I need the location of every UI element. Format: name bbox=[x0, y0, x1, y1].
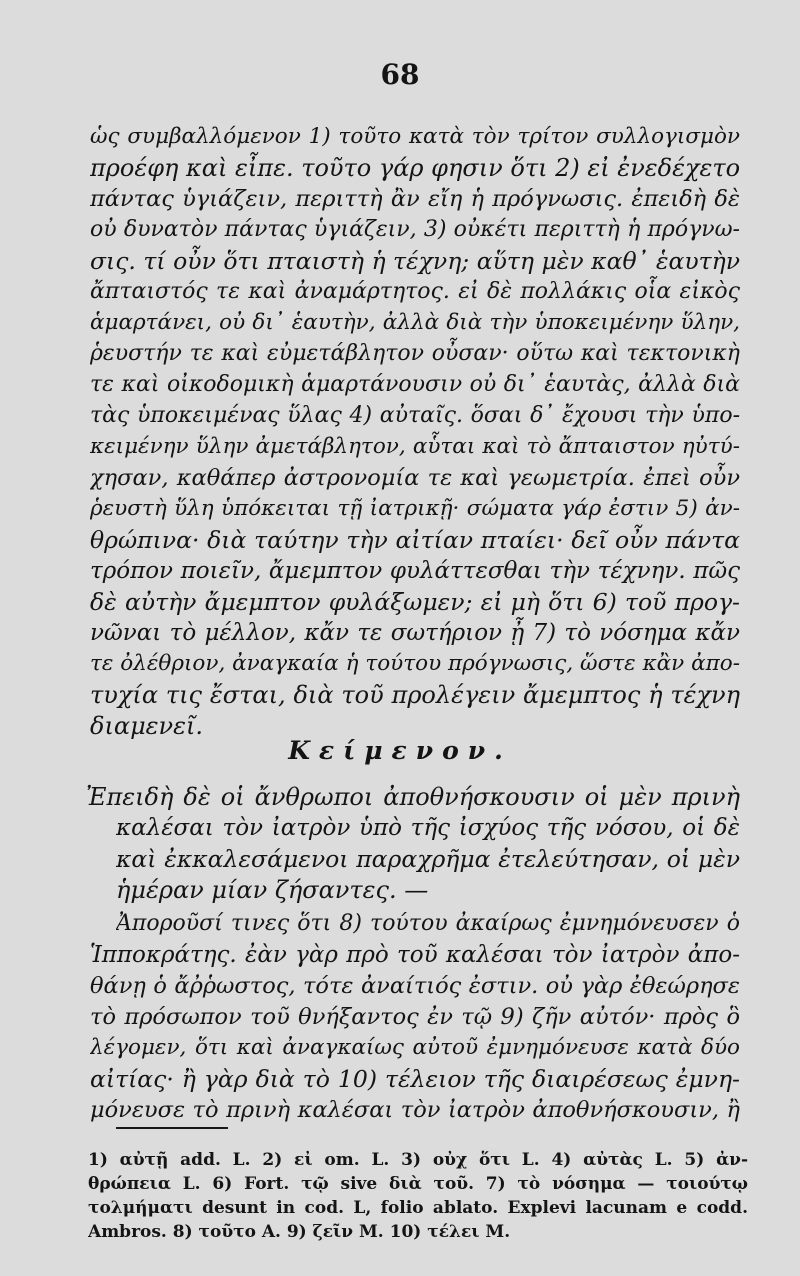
footnote-line: 1) αὐτῇ add. L. 2) εἰ om. L. 3) οὐχ ὅτι L. 4) αὐτὰς L. 5) ἀν- bbox=[88, 1150, 748, 1170]
text-line: καλέσαι τὸν ἰατρὸν ὑπὸ τῆς ἰσχύος τῆς νόσου, οἱ δὲ bbox=[116, 815, 740, 841]
text-line: διαμενεῖ. bbox=[90, 712, 204, 740]
text-line: λέγομεν, ὅτι καὶ ἀναγκαίως αὐτοῦ ἐμνημόνευσε κατὰ δύο bbox=[90, 1035, 740, 1060]
text-line: τυχία τις ἔσται, διὰ τοῦ προλέγειν ἄμεμπτος ἡ τέχνη bbox=[90, 681, 740, 709]
text-line: τε καὶ οἰκοδομικὴ ἁμαρτάνουσιν οὐ δι᾽ ἑαυτὰς, ἀλλὰ διὰ bbox=[90, 372, 740, 397]
footnote-line: Ambros. 8) τοῦτο A. 9) ζεῖν M. 10) τέλει M. bbox=[88, 1222, 511, 1242]
text-line: ὡς συμβαλλόμενον 1) τοῦτο κατὰ τὸν τρίτον συλλογισμὸν bbox=[90, 124, 740, 149]
page-number: 68 bbox=[380, 58, 420, 91]
text-line: καὶ ἐκκαλεσάμενοι παραχρῆμα ἐτελεύτησαν, οἱ μὲν bbox=[116, 845, 740, 873]
section-heading: Κείμενον. bbox=[288, 736, 512, 765]
footnote-rule bbox=[116, 1127, 228, 1129]
text-line: σις. τί οὖν ὅτι πταιστὴ ἡ τέχνη; αὕτη μὲν καθ᾽ ἑαυτὴν bbox=[90, 247, 740, 275]
text-line: μόνευσε τὸ πρινὴ καλέσαι τὸν ἰατρὸν ἀποθνήσκουσιν, ἢ bbox=[90, 1097, 740, 1123]
text-line: πάντας ὑγιάζειν, περιττὴ ἂν εἴη ἡ πρόγνωσις. ἐπειδὴ δὲ bbox=[90, 186, 740, 212]
text-line: Ἐπειδὴ δὲ οἱ ἄνθρωποι ἀποθνήσκουσιν οἱ μὲν πρινὴ bbox=[86, 783, 740, 811]
text-line: τὸ πρόσωπον τοῦ θνήξαντος ἐν τῷ 9) ζῆν αὐτόν· πρὸς ὃ bbox=[90, 1004, 740, 1030]
text-line: αἰτίας· ἢ γὰρ διὰ τὸ 10) τέλειον τῆς διαιρέσεως ἐμνη- bbox=[90, 1065, 740, 1093]
text-line: νῶναι τὸ μέλλον, κἄν τε σωτήριον ᾖ 7) τὸ νόσημα κἄν bbox=[90, 620, 740, 646]
text-line: κειμένην ὕλην ἀμετάβλητον, αὗται καὶ τὸ ἄπταιστον ηὐτύ- bbox=[90, 434, 740, 459]
text-line: δὲ αὐτὴν ἄμεμπτον φυλάξωμεν; εἰ μὴ ὅτι 6) τοῦ προγ- bbox=[90, 588, 740, 616]
text-line: θρώπινα· διὰ ταύτην τὴν αἰτίαν πταίει· δεῖ οὖν πάντα bbox=[90, 526, 740, 554]
text-line: τὰς ὑποκειμένας ὕλας 4) αὐταῖς. ὅσαι δ᾽ ἔχουσι τὴν ὑπο- bbox=[90, 403, 740, 428]
text-line: ῥευστὴ ὕλη ὑπόκειται τῇ ἰατρικῇ· σώματα γάρ ἐστιν 5) ἀν- bbox=[90, 496, 740, 521]
text-line: ῥευστήν τε καὶ εὐμετάβλητον οὖσαν· οὕτω καὶ τεκτονικὴ bbox=[90, 341, 740, 366]
text-line: χησαν, καθάπερ ἀστρονομία τε καὶ γεωμετρία. ἐπεὶ οὖν bbox=[90, 465, 740, 491]
footnote-line: θρώπεια L. 6) Fort. τῷ sive διὰ τοῦ. 7) τὸ νόσημα — τοιούτῳ bbox=[88, 1174, 748, 1194]
text-line: Ἀποροῦσί τινες ὅτι 8) τούτου ἀκαίρως ἐμνημόνευσεν ὁ bbox=[116, 911, 740, 936]
text-line: ἁμαρτάνει, οὐ δι᾽ ἑαυτὴν, ἀλλὰ διὰ τὴν ὑποκειμένην ὕλην, bbox=[90, 310, 740, 335]
footnote-line: τολμήματι desunt in cod. L, folio ablato. Explevi lacunam e codd. bbox=[88, 1198, 748, 1218]
text-line: Ἱπποκράτης. ἐὰν γὰρ πρὸ τοῦ καλέσαι τὸν ἰατρὸν ἀπο- bbox=[90, 942, 740, 968]
text-line: προέφη καὶ εἶπε. τοῦτο γάρ φησιν ὅτι 2) εἰ ἐνεδέχετο bbox=[90, 154, 740, 182]
text-line: ἡμέραν μίαν ζήσαντες. — bbox=[116, 876, 429, 904]
text-line: θάνῃ ὁ ἄῤῥωστος, τότε ἀναίτιός ἐστιν. οὐ γὰρ ἐθεώρησε bbox=[90, 973, 740, 999]
text-line: οὐ δυνατὸν πάντας ὑγιάζειν, 3) οὐκέτι περιττὴ ἡ πρόγνω- bbox=[90, 217, 740, 242]
text-line: τρόπον ποιεῖν, ἄμεμπτον φυλάττεσθαι τὴν τέχνην. πῶς bbox=[90, 558, 740, 584]
text-line: τε ὀλέθριον, ἀναγκαία ἡ τούτου πρόγνωσις, ὥστε κἂν ἀπο- bbox=[90, 651, 740, 676]
text-line: ἄπταιστός τε καὶ ἀναμάρτητος. εἰ δὲ πολλάκις οἷα εἰκὸς bbox=[90, 279, 740, 304]
